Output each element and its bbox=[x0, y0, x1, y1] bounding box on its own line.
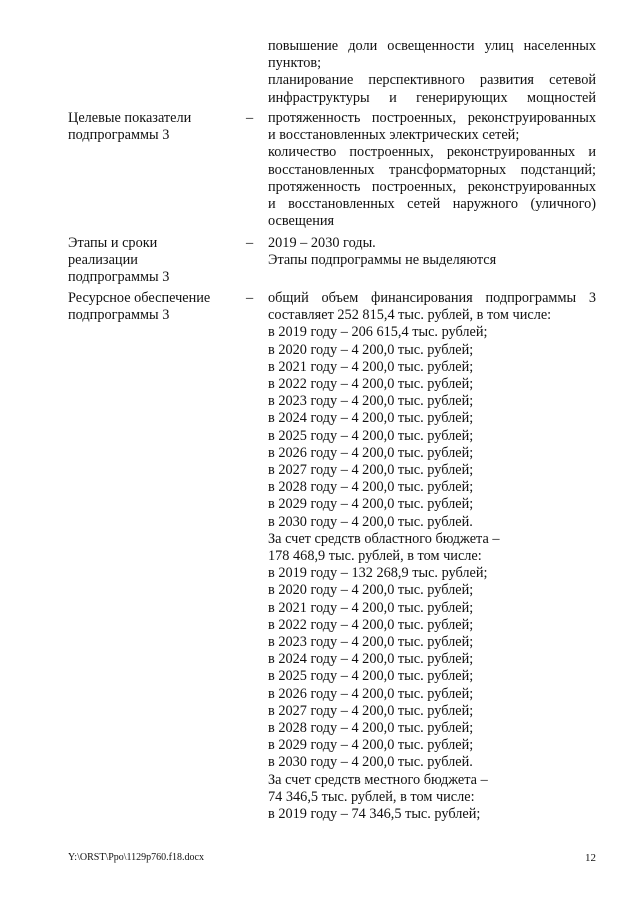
row-label bbox=[68, 290, 238, 324]
continued-content-block bbox=[0, 38, 640, 107]
text-line: в 2021 году – 4 200,0 тыс. рублей; bbox=[268, 599, 474, 616]
row-label bbox=[68, 235, 238, 287]
row-label-line: подпрограммы 3 bbox=[68, 269, 170, 286]
text-line: в 2019 году – 74 346,5 тыс. рублей; bbox=[268, 806, 481, 823]
text-line: 178 468,9 тыс. рублей, в том числе: bbox=[268, 548, 482, 565]
row-label-line: подпрограммы 3 bbox=[68, 307, 170, 324]
row-label-line: Этапы и сроки bbox=[68, 235, 158, 251]
text-line: и восстановленных сетей наружного (уличного) bbox=[268, 196, 596, 213]
text-line: в 2021 году – 4 200,0 тыс. рублей; bbox=[268, 358, 474, 375]
table-row-stages-and-terms bbox=[0, 235, 640, 286]
text-line: освещения bbox=[268, 213, 335, 230]
row-label-line: подпрограммы 3 bbox=[68, 127, 170, 144]
continued-content bbox=[268, 38, 596, 107]
text-line: в 2026 году – 4 200,0 тыс. рублей; bbox=[268, 685, 474, 702]
text-line: восстановленных трансформаторных подстанций; bbox=[268, 161, 596, 178]
text-line: в 2020 году – 4 200,0 тыс. рублей; bbox=[268, 582, 474, 599]
text-line: количество построенных, реконструированных и bbox=[268, 144, 596, 161]
row-content bbox=[268, 290, 596, 823]
text-line: в 2030 году – 4 200,0 тыс. рублей. bbox=[268, 754, 473, 771]
text-line: в 2022 году – 4 200,0 тыс. рублей; bbox=[268, 376, 474, 393]
text-line: Этапы подпрограммы не выделяются bbox=[268, 252, 497, 269]
text-line: и восстановленных электрических сетей; bbox=[268, 127, 520, 144]
text-line: в 2025 году – 4 200,0 тыс. рублей; bbox=[268, 668, 474, 685]
text-line: пунктов; bbox=[268, 55, 322, 72]
row-content bbox=[268, 235, 596, 269]
text-line: в 2023 году – 4 200,0 тыс. рублей; bbox=[268, 393, 474, 410]
file-path: Y:\ORST\Ppo\1129p760.f18.docx bbox=[68, 852, 204, 863]
text-line: общий объем финансирования подпрограммы 3 bbox=[268, 290, 596, 306]
row-label-line: Ресурсное обеспечение bbox=[68, 290, 211, 306]
text-line: повышение доли освещенности улиц населенных bbox=[268, 38, 596, 54]
row-label bbox=[68, 110, 238, 144]
row-dash: – bbox=[246, 235, 254, 251]
row-dash: – bbox=[246, 290, 254, 306]
text-line: 2019 – 2030 годы. bbox=[268, 235, 376, 251]
text-line: в 2029 году – 4 200,0 тыс. рублей; bbox=[268, 496, 474, 513]
text-line: планирование перспективного развития сетевой bbox=[268, 72, 596, 89]
text-line: в 2028 году – 4 200,0 тыс. рублей; bbox=[268, 720, 474, 737]
text-line: в 2025 году – 4 200,0 тыс. рублей; bbox=[268, 427, 474, 444]
text-line: составляет 252 815,4 тыс. рублей, в том числе: bbox=[268, 307, 552, 324]
text-line: в 2019 году – 206 615,4 тыс. рублей; bbox=[268, 324, 488, 341]
text-line: инфраструктуры и генерирующих мощностей bbox=[268, 89, 596, 106]
text-line: в 2024 году – 4 200,0 тыс. рублей; bbox=[268, 410, 474, 427]
text-line: в 2020 году – 4 200,0 тыс. рублей; bbox=[268, 341, 474, 358]
text-line: протяженность построенных, реконструированных bbox=[268, 178, 596, 195]
text-line: в 2024 году – 4 200,0 тыс. рублей; bbox=[268, 651, 474, 668]
text-line: в 2023 году – 4 200,0 тыс. рублей; bbox=[268, 634, 474, 651]
row-content bbox=[268, 110, 596, 230]
text-line: в 2027 году – 4 200,0 тыс. рублей; bbox=[268, 702, 474, 719]
row-label-line: реализации bbox=[68, 252, 138, 269]
text-line: За счет средств областного бюджета – bbox=[268, 530, 500, 547]
text-line: в 2030 году – 4 200,0 тыс. рублей. bbox=[268, 513, 473, 530]
text-line: в 2027 году – 4 200,0 тыс. рублей; bbox=[268, 462, 474, 479]
text-line: протяженность построенных, реконструированных bbox=[268, 110, 596, 126]
page-number: 12 bbox=[585, 852, 596, 864]
table-row-resource-provision bbox=[0, 290, 640, 823]
text-line: в 2026 году – 4 200,0 тыс. рублей; bbox=[268, 444, 474, 461]
text-line: За счет средств местного бюджета – bbox=[268, 771, 488, 788]
text-line: 74 346,5 тыс. рублей, в том числе: bbox=[268, 788, 475, 805]
row-label-line: Целевые показатели bbox=[68, 110, 192, 126]
text-line: в 2022 году – 4 200,0 тыс. рублей; bbox=[268, 616, 474, 633]
text-line: в 2029 году – 4 200,0 тыс. рублей; bbox=[268, 737, 474, 754]
text-line: в 2028 году – 4 200,0 тыс. рублей; bbox=[268, 479, 474, 496]
text-line: в 2019 году – 132 268,9 тыс. рублей; bbox=[268, 565, 488, 582]
row-dash: – bbox=[246, 110, 254, 126]
table-row-target-indicators bbox=[0, 110, 640, 230]
